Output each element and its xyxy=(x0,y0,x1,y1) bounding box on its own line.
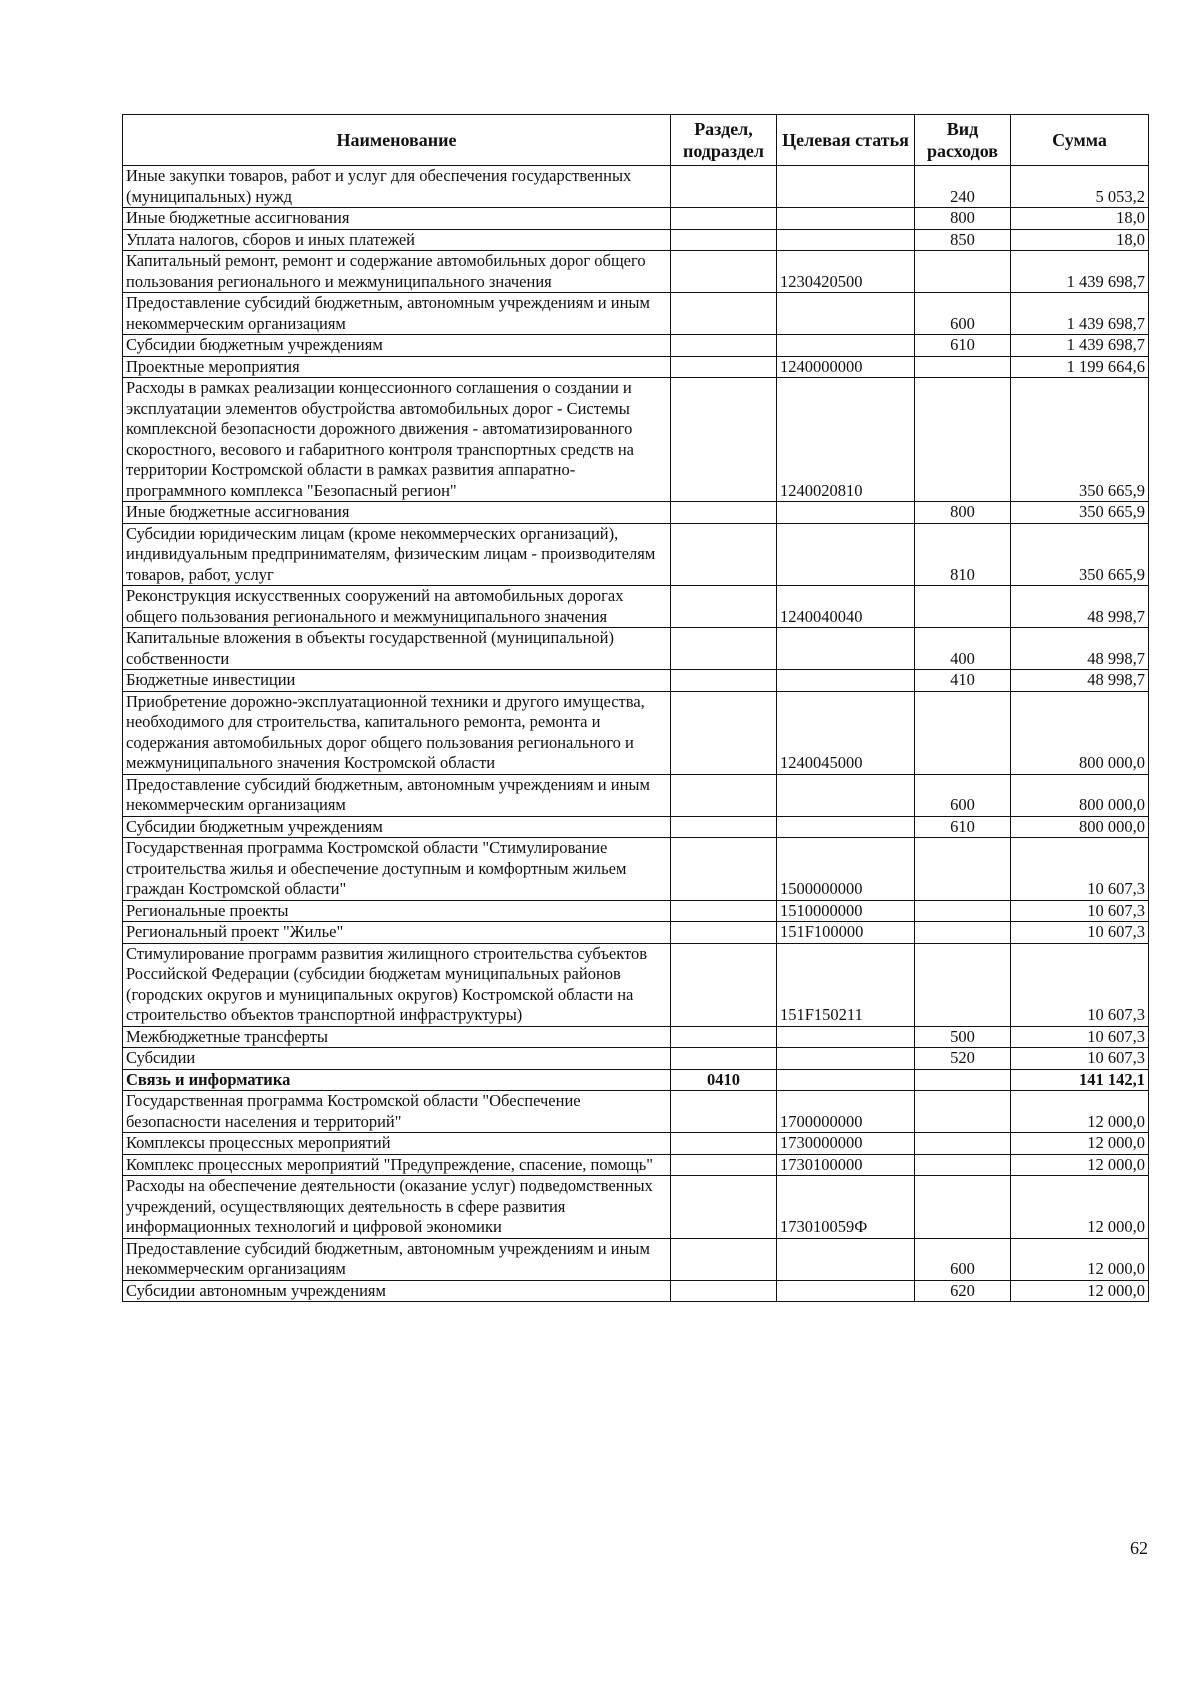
row-target-article: 151F100000 xyxy=(777,922,915,944)
row-sum: 800 000,0 xyxy=(1011,816,1149,838)
table-row xyxy=(123,1091,1149,1133)
table-row xyxy=(123,502,1149,524)
row-section xyxy=(671,1133,777,1155)
row-target-article xyxy=(777,670,915,692)
row-section xyxy=(671,523,777,586)
row-name: Предоставление субсидий бюджетным, автономным учреждениям и иным некоммерческим организациям xyxy=(123,774,671,816)
row-target-article: 151F150211 xyxy=(777,943,915,1026)
row-section xyxy=(671,1280,777,1302)
table-row xyxy=(123,335,1149,357)
row-target-article xyxy=(777,774,915,816)
row-name: Субсидии xyxy=(123,1048,671,1070)
row-name: Иные бюджетные ассигнования xyxy=(123,208,671,230)
row-expense-type xyxy=(915,943,1011,1026)
row-expense-type xyxy=(915,1176,1011,1239)
row-target-article: 1240045000 xyxy=(777,691,915,774)
row-section xyxy=(671,208,777,230)
row-sum: 350 665,9 xyxy=(1011,502,1149,524)
row-expense-type: 520 xyxy=(915,1048,1011,1070)
table-header xyxy=(123,115,1149,166)
table-row xyxy=(123,229,1149,251)
row-target-article: 1730100000 xyxy=(777,1154,915,1176)
row-sum: 48 998,7 xyxy=(1011,628,1149,670)
row-sum: 1 439 698,7 xyxy=(1011,335,1149,357)
header-row xyxy=(123,115,1149,166)
row-sum: 12 000,0 xyxy=(1011,1280,1149,1302)
row-expense-type: 850 xyxy=(915,229,1011,251)
row-sum: 1 439 698,7 xyxy=(1011,251,1149,293)
row-expense-type: 400 xyxy=(915,628,1011,670)
row-name: Стимулирование программ развития жилищного строительства субъектов Российской Федерации (субсидии бюджетам муниципальных районов (городских округов и муниципальных округов) Костромской области на строительство объектов транспортной инфраструктуры) xyxy=(123,943,671,1026)
row-name: Расходы на обеспечение деятельности (оказание услуг) подведомственных учреждений, осуществляющих деятельность в сфере развития информационных технологий и цифровой экономики xyxy=(123,1176,671,1239)
row-name: Комплексы процессных мероприятий xyxy=(123,1133,671,1155)
row-sum: 350 665,9 xyxy=(1011,378,1149,502)
row-target-article: 1240020810 xyxy=(777,378,915,502)
row-expense-type xyxy=(915,1069,1011,1091)
row-name: Субсидии бюджетным учреждениям xyxy=(123,816,671,838)
row-expense-type: 600 xyxy=(915,774,1011,816)
row-expense-type xyxy=(915,838,1011,901)
row-name: Предоставление субсидий бюджетным, автономным учреждениям и иным некоммерческим организациям xyxy=(123,1238,671,1280)
row-expense-type xyxy=(915,900,1011,922)
header-sum: Сумма xyxy=(1011,115,1149,166)
row-section xyxy=(671,816,777,838)
row-section xyxy=(671,166,777,208)
row-section xyxy=(671,356,777,378)
table-row xyxy=(123,251,1149,293)
row-target-article xyxy=(777,208,915,230)
row-section xyxy=(671,943,777,1026)
row-sum: 350 665,9 xyxy=(1011,523,1149,586)
row-target-article: 1730000000 xyxy=(777,1133,915,1155)
row-sum: 10 607,3 xyxy=(1011,1048,1149,1070)
row-sum: 48 998,7 xyxy=(1011,586,1149,628)
row-name: Капитальный ремонт, ремонт и содержание автомобильных дорог общего пользования регионального и межмуниципального значения xyxy=(123,251,671,293)
row-section xyxy=(671,378,777,502)
row-sum: 18,0 xyxy=(1011,208,1149,230)
row-expense-type: 620 xyxy=(915,1280,1011,1302)
row-expense-type: 500 xyxy=(915,1026,1011,1048)
table-row xyxy=(123,1176,1149,1239)
row-sum: 1 439 698,7 xyxy=(1011,293,1149,335)
row-section xyxy=(671,229,777,251)
row-target-article xyxy=(777,1026,915,1048)
row-name: Расходы в рамках реализации концессионного соглашения о создании и эксплуатации элементов обустройства автомобильных дорог - Системы комплексной безопасности дорожного движения - автоматизированного скоростного, весового и габаритного контроля транспортных средств на территории Костромской области в рамках развития аппаратно-программного комплекса "Безопасный регион" xyxy=(123,378,671,502)
row-name: Проектные мероприятия xyxy=(123,356,671,378)
row-sum: 5 053,2 xyxy=(1011,166,1149,208)
row-target-article xyxy=(777,1069,915,1091)
row-sum: 10 607,3 xyxy=(1011,900,1149,922)
header-section: Раздел, подраздел xyxy=(671,115,777,166)
table-row xyxy=(123,378,1149,502)
table-row xyxy=(123,943,1149,1026)
row-expense-type: 240 xyxy=(915,166,1011,208)
row-name: Субсидии юридическим лицам (кроме некоммерческих организаций), индивидуальным предпринимателям, физическим лицам - производителям товаров, работ, услуг xyxy=(123,523,671,586)
row-sum: 12 000,0 xyxy=(1011,1238,1149,1280)
row-target-article xyxy=(777,1048,915,1070)
row-target-article xyxy=(777,816,915,838)
row-expense-type: 800 xyxy=(915,208,1011,230)
row-name: Капитальные вложения в объекты государственной (муниципальной) собственности xyxy=(123,628,671,670)
row-target-article: 1500000000 xyxy=(777,838,915,901)
row-section xyxy=(671,922,777,944)
page-number: 62 xyxy=(1130,1538,1148,1558)
row-name: Государственная программа Костромской области "Обеспечение безопасности населения и территорий" xyxy=(123,1091,671,1133)
table-row xyxy=(123,1069,1149,1091)
table-row xyxy=(123,523,1149,586)
row-target-article xyxy=(777,166,915,208)
row-name: Связь и информатика xyxy=(123,1069,671,1091)
row-expense-type: 800 xyxy=(915,502,1011,524)
row-sum: 12 000,0 xyxy=(1011,1154,1149,1176)
row-name: Предоставление субсидий бюджетным, автономным учреждениям и иным некоммерческим организациям xyxy=(123,293,671,335)
row-name: Иные бюджетные ассигнования xyxy=(123,502,671,524)
header-name: Наименование xyxy=(123,115,671,166)
table-row xyxy=(123,1280,1149,1302)
row-target-article xyxy=(777,335,915,357)
row-name: Субсидии автономным учреждениям xyxy=(123,1280,671,1302)
row-target-article: 1240000000 xyxy=(777,356,915,378)
table-row xyxy=(123,586,1149,628)
row-section xyxy=(671,838,777,901)
table-row xyxy=(123,166,1149,208)
row-sum: 12 000,0 xyxy=(1011,1091,1149,1133)
row-expense-type xyxy=(915,251,1011,293)
table-row xyxy=(123,816,1149,838)
table-row xyxy=(123,1238,1149,1280)
row-name: Реконструкция искусственных сооружений на автомобильных дорогах общего пользования регионального и межмуниципального значения xyxy=(123,586,671,628)
row-sum: 141 142,1 xyxy=(1011,1069,1149,1091)
row-sum: 48 998,7 xyxy=(1011,670,1149,692)
row-name: Государственная программа Костромской области "Стимулирование строительства жилья и обеспечение доступным и комфортным жильем граждан Костромской области" xyxy=(123,838,671,901)
row-section xyxy=(671,691,777,774)
table-row xyxy=(123,691,1149,774)
table-row xyxy=(123,1133,1149,1155)
row-target-article xyxy=(777,628,915,670)
row-section xyxy=(671,502,777,524)
row-expense-type: 810 xyxy=(915,523,1011,586)
row-expense-type xyxy=(915,1154,1011,1176)
row-section xyxy=(671,1091,777,1133)
table-row xyxy=(123,838,1149,901)
row-sum: 12 000,0 xyxy=(1011,1176,1149,1239)
row-name: Региональный проект "Жилье" xyxy=(123,922,671,944)
table-row xyxy=(123,774,1149,816)
row-target-article xyxy=(777,1280,915,1302)
table-row xyxy=(123,293,1149,335)
row-target-article xyxy=(777,502,915,524)
row-section xyxy=(671,1176,777,1239)
table-row xyxy=(123,900,1149,922)
row-section xyxy=(671,1048,777,1070)
row-target-article: 1510000000 xyxy=(777,900,915,922)
row-expense-type xyxy=(915,586,1011,628)
table-row xyxy=(123,1048,1149,1070)
row-section xyxy=(671,251,777,293)
table-row xyxy=(123,628,1149,670)
row-section xyxy=(671,774,777,816)
row-target-article: 1230420500 xyxy=(777,251,915,293)
row-expense-type: 610 xyxy=(915,335,1011,357)
row-name: Субсидии бюджетным учреждениям xyxy=(123,335,671,357)
row-section xyxy=(671,335,777,357)
row-name: Приобретение дорожно-эксплуатационной техники и другого имущества, необходимого для строительства, капитального ремонта, ремонта и содержания автомобильных дорог общего пользования регионального и межмуниципального значения Костромской области xyxy=(123,691,671,774)
row-target-article xyxy=(777,523,915,586)
header-target: Целевая статья xyxy=(777,115,915,166)
row-section xyxy=(671,1238,777,1280)
row-target-article: 173010059Ф xyxy=(777,1176,915,1239)
row-expense-type xyxy=(915,356,1011,378)
row-section: 0410 xyxy=(671,1069,777,1091)
table-row xyxy=(123,1154,1149,1176)
row-sum: 800 000,0 xyxy=(1011,691,1149,774)
budget-table xyxy=(122,114,1149,1302)
row-expense-type xyxy=(915,922,1011,944)
table-row xyxy=(123,208,1149,230)
row-expense-type: 610 xyxy=(915,816,1011,838)
row-target-article xyxy=(777,1238,915,1280)
row-expense-type xyxy=(915,1133,1011,1155)
table-row xyxy=(123,1026,1149,1048)
row-sum: 800 000,0 xyxy=(1011,774,1149,816)
row-expense-type xyxy=(915,1091,1011,1133)
row-sum: 1 199 664,6 xyxy=(1011,356,1149,378)
row-target-article: 1700000000 xyxy=(777,1091,915,1133)
row-name: Комплекс процессных мероприятий "Предупреждение, спасение, помощь" xyxy=(123,1154,671,1176)
table-row xyxy=(123,670,1149,692)
row-name: Иные закупки товаров, работ и услуг для обеспечения государственных (муниципальных) нужд xyxy=(123,166,671,208)
row-section xyxy=(671,670,777,692)
row-expense-type: 600 xyxy=(915,293,1011,335)
row-sum: 10 607,3 xyxy=(1011,922,1149,944)
row-target-article xyxy=(777,229,915,251)
row-name: Бюджетные инвестиции xyxy=(123,670,671,692)
table-row xyxy=(123,922,1149,944)
row-section xyxy=(671,293,777,335)
row-name: Межбюджетные трансферты xyxy=(123,1026,671,1048)
row-target-article xyxy=(777,293,915,335)
table-body xyxy=(123,166,1149,1302)
row-name: Уплата налогов, сборов и иных платежей xyxy=(123,229,671,251)
table-row xyxy=(123,356,1149,378)
row-expense-type: 410 xyxy=(915,670,1011,692)
header-type: Вид расходов xyxy=(915,115,1011,166)
row-sum: 10 607,3 xyxy=(1011,1026,1149,1048)
row-section xyxy=(671,900,777,922)
row-section xyxy=(671,1026,777,1048)
row-expense-type: 600 xyxy=(915,1238,1011,1280)
row-sum: 12 000,0 xyxy=(1011,1133,1149,1155)
row-section xyxy=(671,586,777,628)
row-section xyxy=(671,1154,777,1176)
row-section xyxy=(671,628,777,670)
row-sum: 10 607,3 xyxy=(1011,943,1149,1026)
row-target-article: 1240040040 xyxy=(777,586,915,628)
row-expense-type xyxy=(915,691,1011,774)
row-expense-type xyxy=(915,378,1011,502)
row-name: Региональные проекты xyxy=(123,900,671,922)
row-sum: 10 607,3 xyxy=(1011,838,1149,901)
row-sum: 18,0 xyxy=(1011,229,1149,251)
